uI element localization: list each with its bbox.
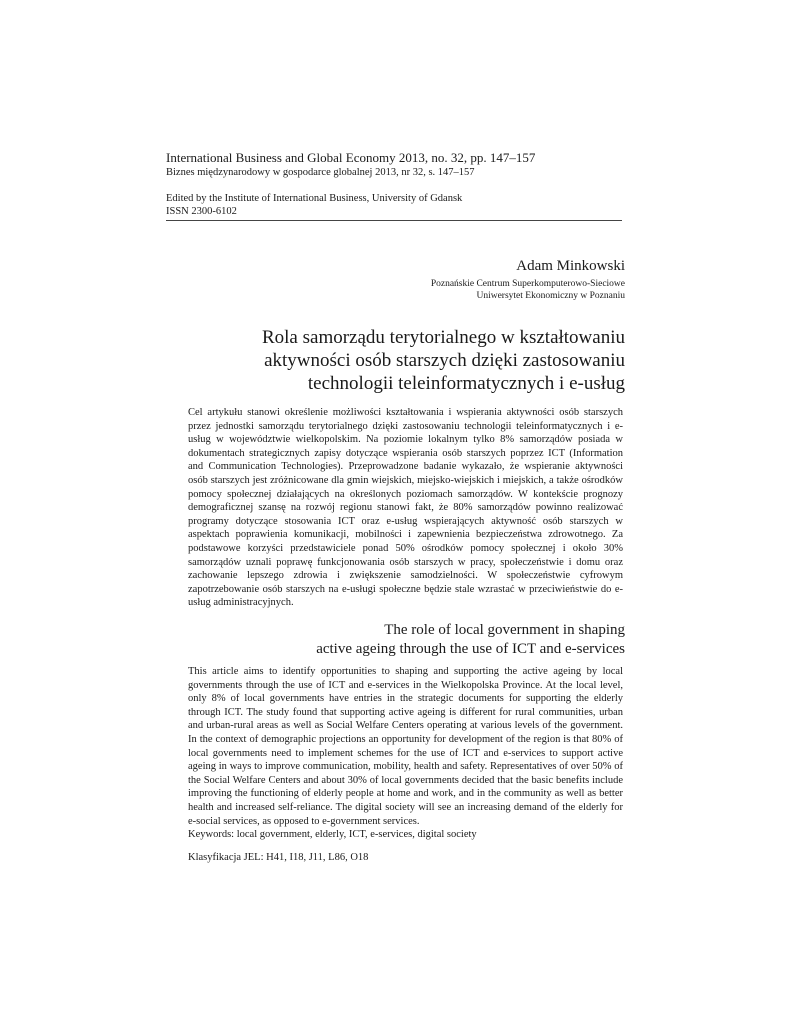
title-english-line-2: active ageing through the use of ICT and e-services bbox=[316, 641, 625, 657]
title-polish bbox=[205, 326, 625, 395]
header-divider bbox=[166, 220, 622, 221]
author-block bbox=[431, 257, 625, 302]
journal-title-en: International Business and Global Economy 2013, no. 32, pp. 147–157 bbox=[166, 150, 536, 165]
title-english bbox=[205, 621, 625, 659]
journal-title-pl: Biznes międzynarodowy w gospodarce globalnej 2013, nr 32, s. 147–157 bbox=[166, 167, 475, 178]
title-polish-line-1: Rola samorządu terytorialnego w kształtowaniu bbox=[261, 327, 625, 348]
affiliation-1: Poznańskie Centrum Superkomputerowo-Sieciowe bbox=[430, 279, 625, 289]
abstract-english: This article aims to identify opportunities to shaping and supporting the active ageing by local governments through the use of ICT and e-services in the Wielkopolska Province. At the local level, only 8% of local governments have entries in the strategic documents for supporting the elderly through ICT. The study found that supporting active ageing is different for rural communities, urban and urban-rural areas as well as Social Welfare Centers operating at various levels of the government. In the context of demographic projections an opportunity for development of the region is that 80% of local governments need to implement schemes for the use of ICT and e-services to support active ageing in ways to improve communication, mobility, health and safety. Representatives of over 50% of the Social Welfare Centers and about 30% of local governments decided that the basic benefits include improving the functioning of elderly people at home and work, and in the community as well as better health and increased self-reliance. The digital society will see an increasing demand of the elderly for e-social services, as opposed to e-government services. bbox=[188, 666, 623, 827]
abstract-polish: Cel artykułu stanowi określenie możliwości kształtowania i wspierania aktywności osób starszych przez jednostki samorządu terytorialnego dzięki zastosowaniu technologii teleinformatycznych i e-usług w województwie wielkopolskim. Na poziomie lokalnym tylko 8% samorządów posiada w dokumentach strategicznych zapisy dotyczące wspierania osób starszych poprzez ICT (Information and Communication Technologies). Przeprowadzone badanie wykazało, że wspieranie aktywności osób starszych jest zróżnicowane dla gmin wiejskich, miejsko-wiejskich i miejskich, a także ośrodków pomocy społecznej działających na określonych poziomach samorządów. W kontekście prognozy demograficznej szansę na rozwój regionu stanowi fakt, że 80% samorządów powinno realizować programy dotyczące stosowania ICT oraz e-usług wspierających aktywność osób starszych w aspektach poprawienia komunikacji, mobilności i zapewnienia bezpieczeństwa zdrowotnego. Za podstawowe korzyści przedstawiciele ponad 50% ośrodków pomocy społecznej i około 30% samorządów uznali poprawę funkcjonowania osób starszych w pracy, społeczeństwie i domu oraz zachowanie lepszego zdrowia i zwiększenie samodzielności. W społeczeństwie cyfrowym zapotrzebowanie osób starszych na e-usługi społeczne będzie stale wzrastać w przeciwieństwie do e-usług administracyjnych. bbox=[188, 407, 623, 609]
journal-header bbox=[166, 150, 622, 218]
affiliation-2: Uniwersytet Ekonomiczny w Poznaniu bbox=[476, 291, 625, 301]
issn: ISSN 2300-6102 bbox=[166, 206, 237, 217]
jel-classification: Klasyfikacja JEL: H41, I18, J11, L86, O18 bbox=[188, 852, 369, 863]
title-polish-line-3: technologii teleinformatycznych i e-usług bbox=[307, 373, 625, 394]
title-english-line-1: The role of local government in shaping bbox=[384, 622, 625, 638]
title-polish-line-2: aktywności osób starszych dzięki zastosowaniu bbox=[264, 350, 625, 371]
keywords: Keywords: local government, elderly, ICT, e-services, digital society bbox=[188, 829, 477, 840]
edited-by: Edited by the Institute of International Business, University of Gdansk bbox=[166, 193, 463, 204]
author-name: Adam Minkowski bbox=[516, 258, 625, 274]
